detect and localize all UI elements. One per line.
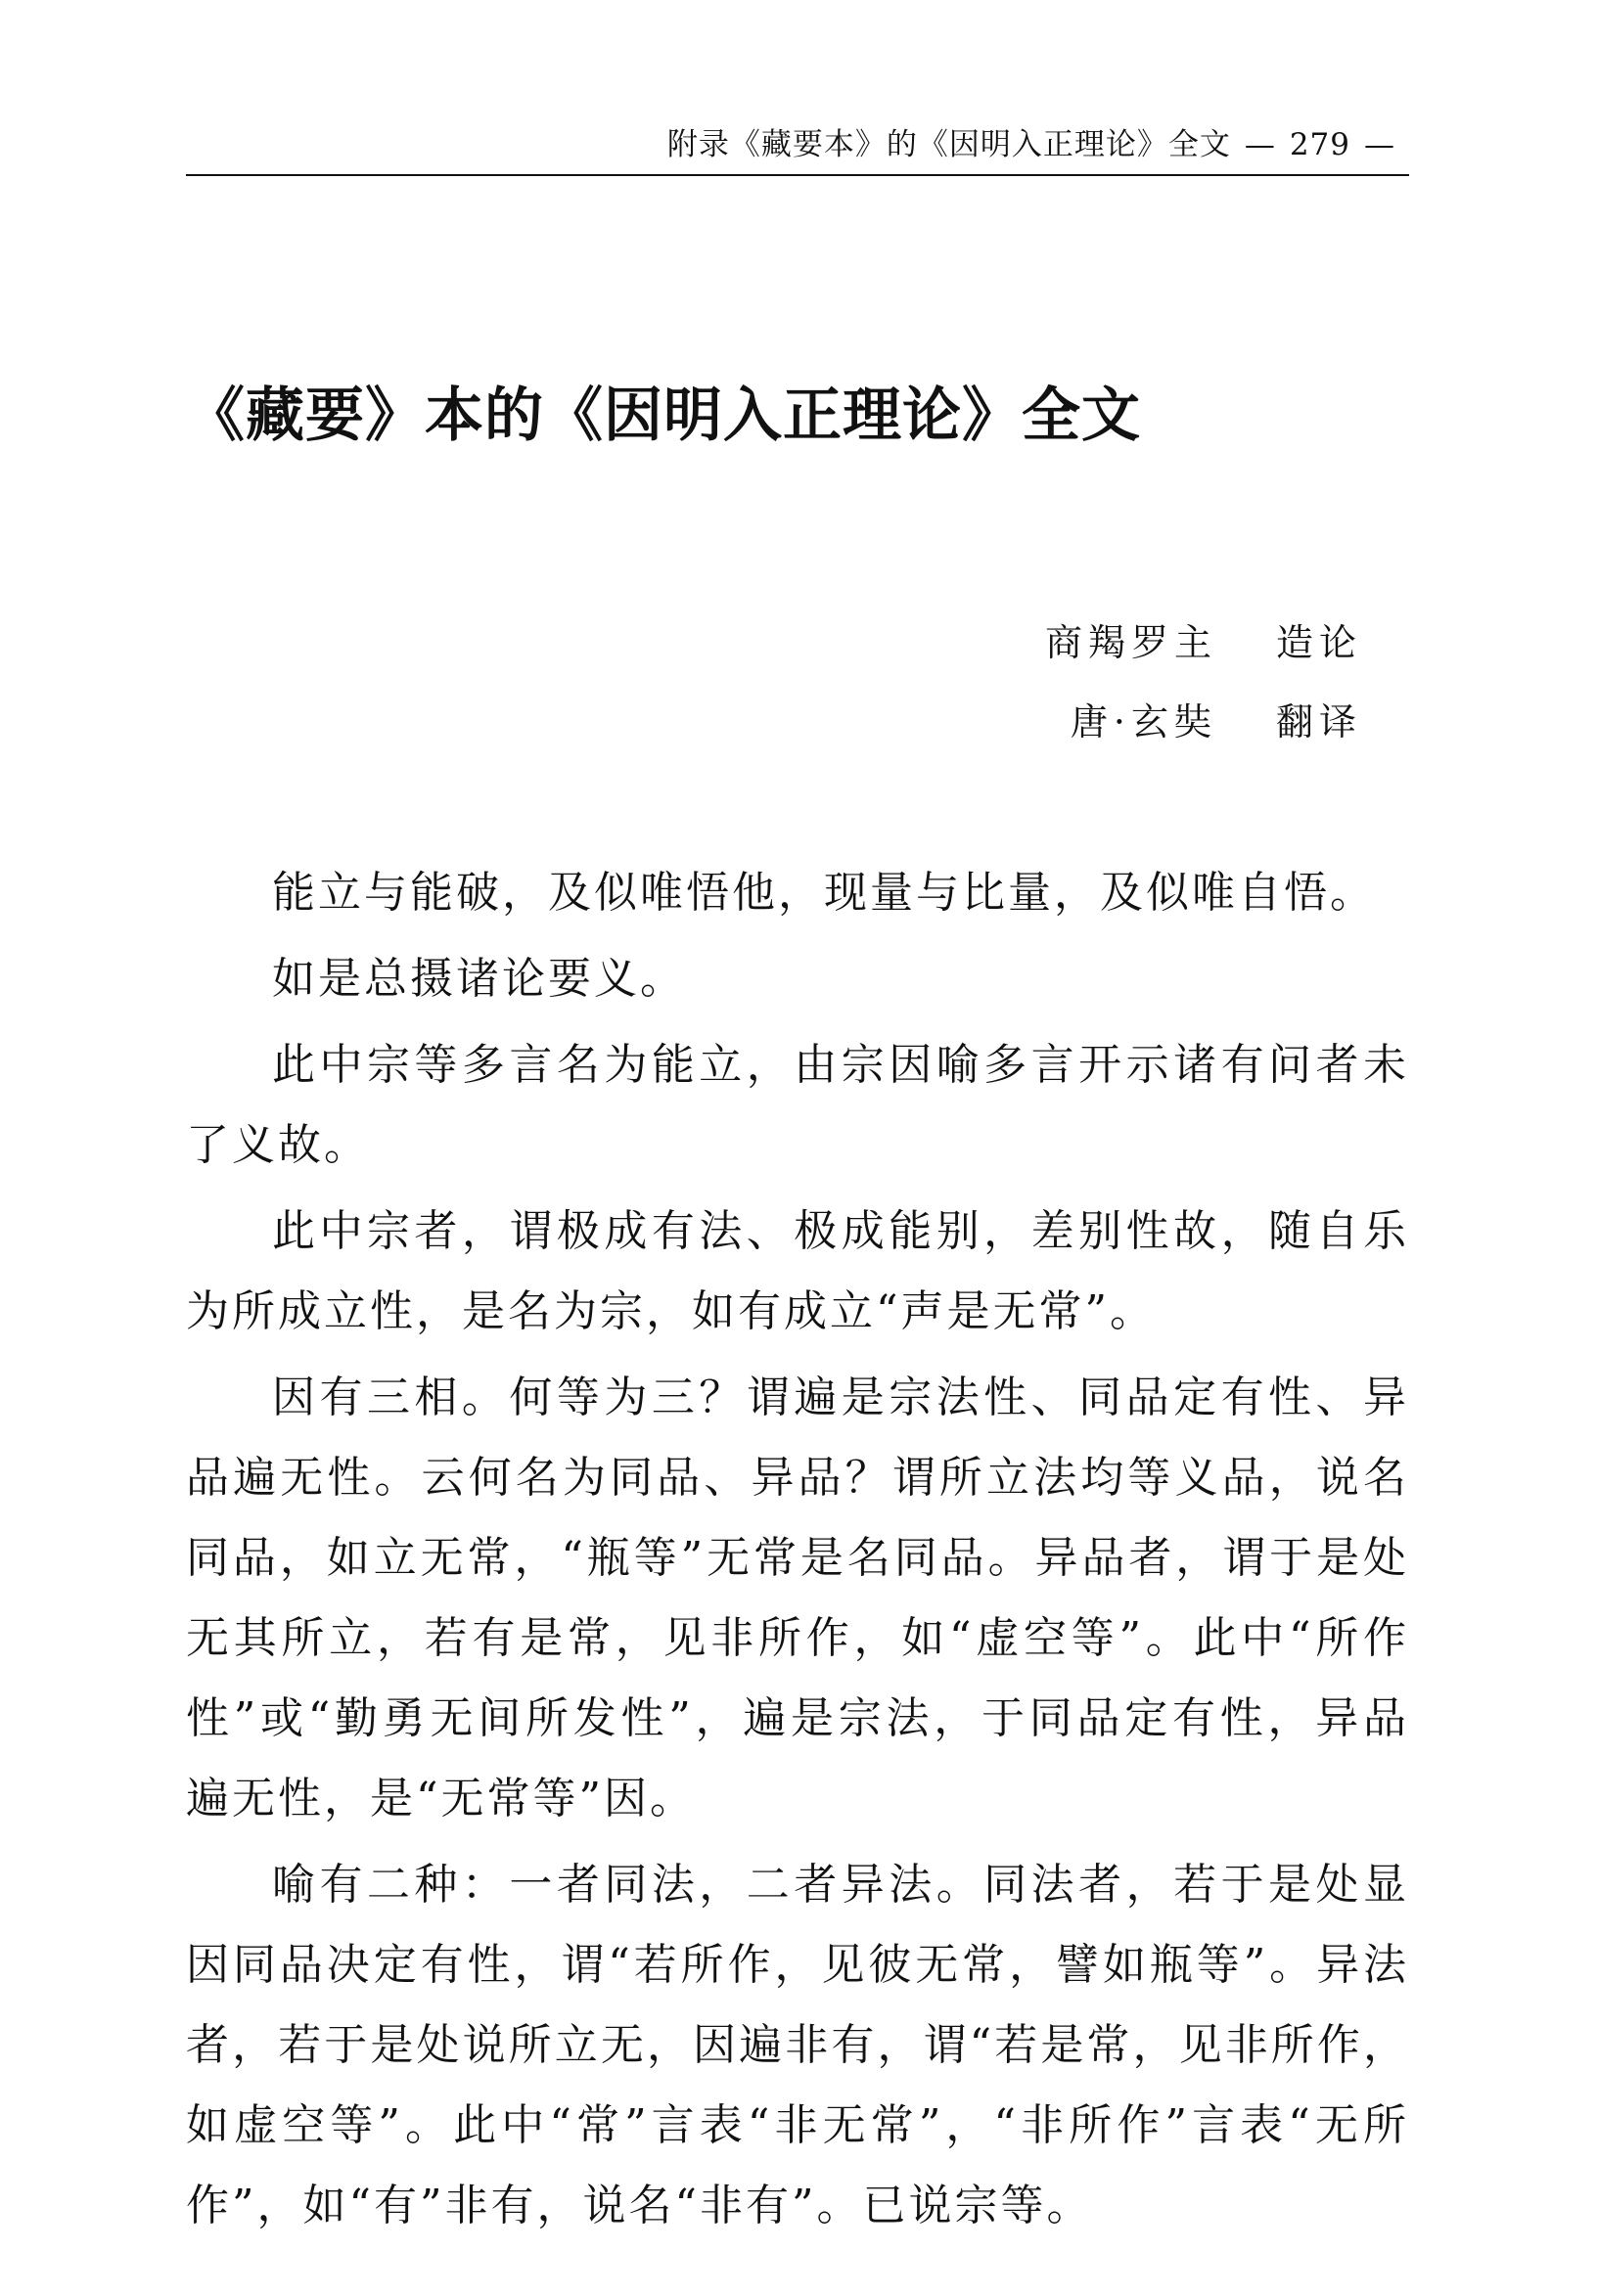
paragraph: 如是总摄诸论要义。 xyxy=(272,954,686,1004)
byline-author-role: 造论 xyxy=(1275,621,1362,664)
paragraph: 能立与能破，及似唯悟他，现量与比量，及似唯自悟。 xyxy=(272,868,1376,918)
byline-author xyxy=(1045,618,1362,667)
running-header-title: 附录《藏要本》的《因明入正理论》全文 xyxy=(666,127,1231,162)
byline-translator xyxy=(1071,698,1362,746)
page-title: 《藏要》本的《因明入正理论》全文 xyxy=(186,382,1141,450)
byline-translator-role: 翻译 xyxy=(1275,700,1362,743)
paragraph: 此中宗等多言名为能立，由宗因喻多言开示诸有问者未了义故。 xyxy=(186,1040,1409,1170)
page-number-dash-left: — xyxy=(1244,127,1276,162)
page-number-dash-right: — xyxy=(1364,127,1395,162)
paragraph: 因有三相。何等为三？谓遍是宗法性、同品定有性、异品遍无性。云何名为同品、异品？谓所立法均等义品，说名同品，如立无常，“瓶等”无常是名同品。异品者，谓于是处无其所立，若有是常，见非所作，如“虚空等”。此中“所作性”或“勤勇无间所发性”，遍是宗法，于同品定有性，异品遍无性，是“无常等”因。 xyxy=(186,1373,1409,1823)
paragraph: 喻有二种：一者同法，二者异法。同法者，若于是处显因同品决定有性，谓“若所作，见彼无常，譬如瓶等”。异法者，若于是处说所立无，因遍非有，谓“若是常，见非所作，如虚空等”。此中“常”言表“非无常”，“非所作”言表“无所作”，如“有”非有，说名“非有”。已说宗等。 xyxy=(186,1860,1409,2230)
byline-author-name: 商羯罗主 xyxy=(1044,621,1217,664)
body-text xyxy=(186,853,1409,2252)
byline-translator-name: 唐·玄奘 xyxy=(1070,700,1217,743)
page-number: 279 xyxy=(1289,127,1350,162)
running-header xyxy=(186,125,1409,176)
paragraph: 此中宗者，谓极成有法、极成能别，差别性故，随自乐为所成立性，是名为宗，如有成立“声是无常”。 xyxy=(186,1206,1409,1336)
